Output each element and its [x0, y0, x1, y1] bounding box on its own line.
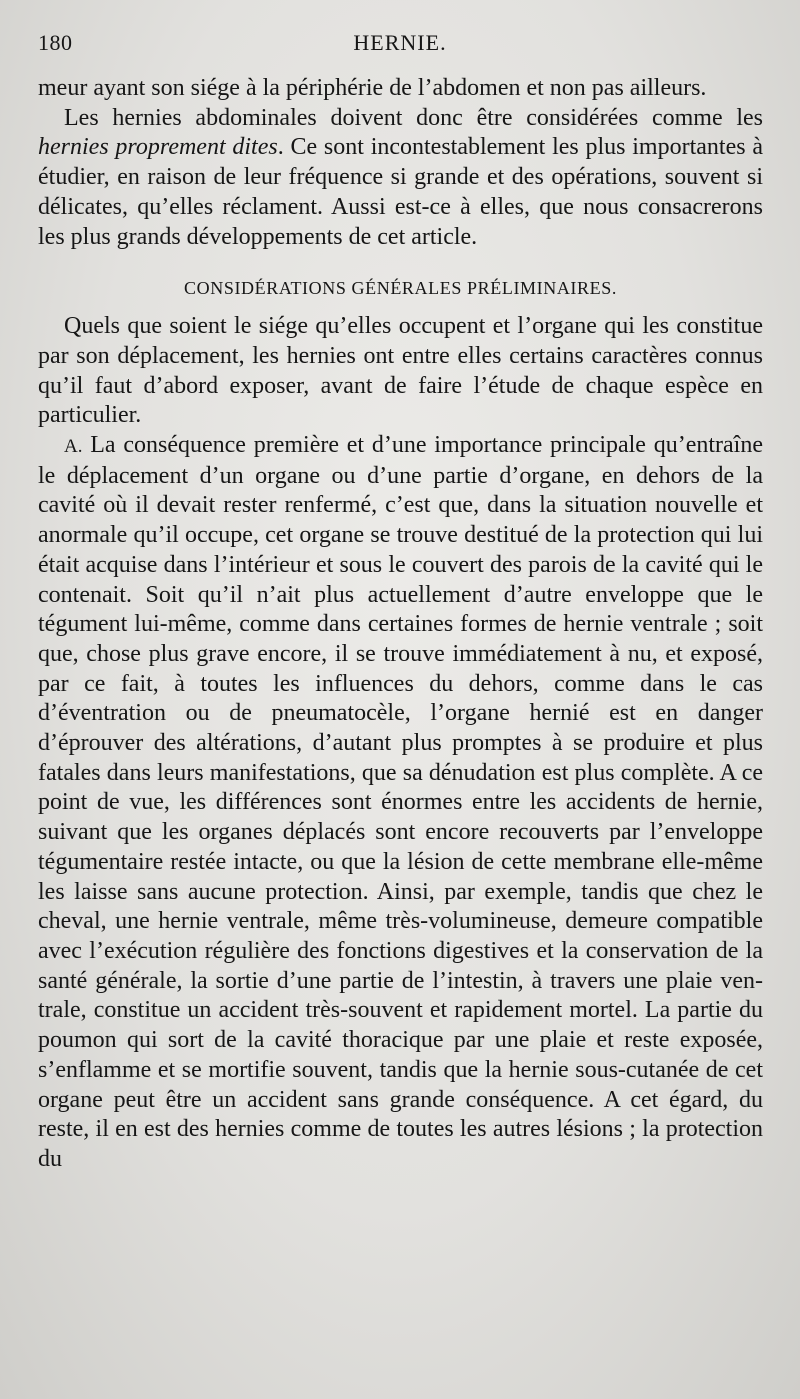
paragraph-marker: A.: [64, 436, 83, 458]
paragraph-abdominal-hernias: [38, 104, 763, 253]
body-text: [38, 74, 763, 1175]
paragraph-text-start: Les hernies abdominales doivent donc être considérées comme les: [64, 104, 763, 131]
paragraph-continuation: meur ayant son siége à la périphérie de l’abdomen et non pas ailleurs.: [38, 75, 707, 101]
paragraph-text-end: . Ce sont incontestablement les plus importantes à étudier, en raison de leur fréquence si grande et des opérations, souvent si délicates, qu’elles réclament. Aussi est-ce à elles, que nous consacrerons les plus grands développements de cet article.: [38, 134, 763, 250]
section-heading: CONSIDÉRATIONS GÉNÉRALES PRÉLIMINAIRES.: [184, 278, 617, 299]
page-number: 180: [38, 30, 73, 55]
paragraph-general-characters: Quels que soient le siége qu’elles occupent et l’organe qui les constitue par son déplacement, les hernies ont entre elles certains caractères connus qu’il faut d’abord exposer, avant de faire l’étude de chaque espèce en particulier.: [38, 313, 763, 429]
running-head: HERNIE.: [353, 30, 447, 55]
paragraph-a: [38, 431, 763, 1175]
page-header: [38, 30, 762, 64]
paragraph-a-text: La conséquence première et d’une importance principale qu’entraîne le déplacement d’un organe ou d’une partie d’organe, en dehors de la cavité où il devait rester renfermé, c’est que, dans la situation nouvelle et anormale qu’il occupe, cet organe se trouve destitué de la protection qui lui était acquise dans l’intérieur et sous le couvert des parois de la cavité qui le contenait. Soit qu’il n’ait plus actuellement d’autre enveloppe que le tégument lui-même, comme dans certaines formes de hernie ventrale ; soit que, chose plus grave encore, il se trouve immédiatement à nu, et exposé, par ce fait, à toutes les influences du dehors, comme dans le cas d’éventration ou de pneumatocèle, l’organe hernié est en danger d’éprouver des altérations, d’autant plus promptes à se produire et plus fatales dans leurs manifestations, que sa dénudation est plus complète. A ce point de vue, les différences sont énormes entre les accidents de hernie, suivant que les organes déplacés sont encore recouverts par l’enveloppe tégumentaire restée intacte, ou que la lésion de cette membrane elle-même les laisse sans aucune protection. Ainsi, par exemple, tandis que chez le cheval, une hernie ventrale, même très-volumineuse, demeure compatible avec l’exécution régulière des fonctions digestives et la conservation de la santé générale, la sortie d’une partie de l’intestin, à travers une plaie ventrale, constitue un accident très-souvent et rapidement mortel. La partie du poumon qui sort de la cavité thoracique par une plaie et reste exposée, s’enflamme et se mortifie souvent, tandis que la hernie sous-cutanée de cet organe peut être un accident sans grande conséquence. A cet égard, du reste, il en est des hernies comme de toutes les autres lésions ; la protection du: [38, 432, 764, 1172]
italic-term: hernies proprement dites: [38, 134, 278, 161]
